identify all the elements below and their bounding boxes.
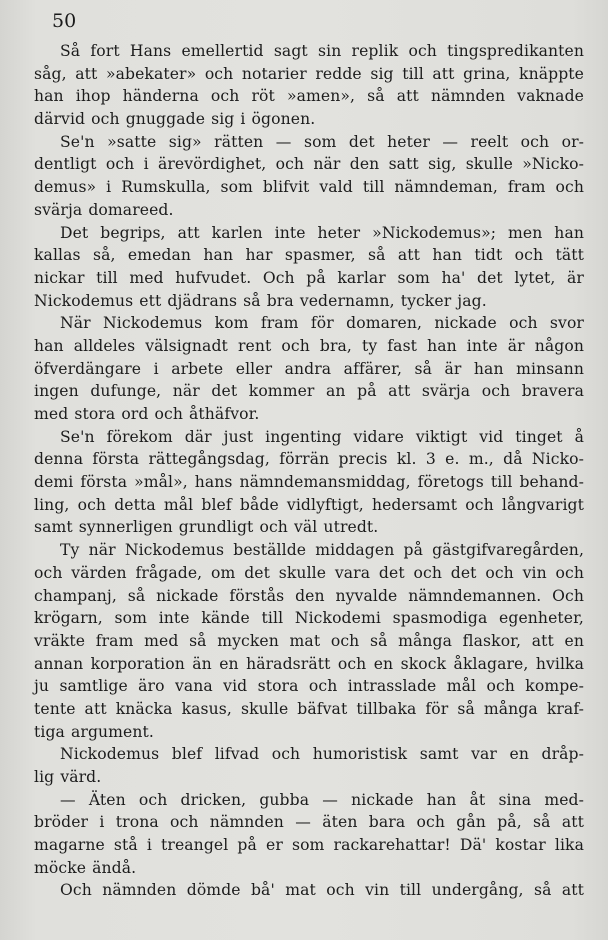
text-line: ling, och detta mål blef både vidlyftigt, hedersamt och långvarigt xyxy=(34,495,584,514)
text-line: han ihop händerna och röt »amen», så att nämnden vaknade xyxy=(34,87,584,106)
text-line: Ty när Nickodemus beställde middagen på gästgifvaregården, xyxy=(60,541,584,560)
text-line: därvid och gnuggade sig i ögonen. xyxy=(34,110,316,129)
text-line: demus» i Rumskulla, som blifvit vald till nämndeman, fram och xyxy=(34,178,584,197)
text-line: magarne stå i treangel på er som rackarehattar! Dä' kostar lika xyxy=(34,836,584,855)
text-line: annan korporation än en häradsrätt och en skock åklagare, hvilka xyxy=(34,654,584,673)
text-line: — Äten och dricken, gubba — nickade han åt sina med- xyxy=(60,790,584,809)
text-line: tente att knäcka kasus, skulle bäfvat tillbaka för så många kraf- xyxy=(34,699,584,718)
text-line: möcke ändå. xyxy=(34,858,137,877)
text-line: Se'n »satte sig» rätten — som det heter — reelt och or- xyxy=(60,132,584,151)
text-line: Nickodemus blef lifvad och humoristisk samt var en dråp- xyxy=(60,745,584,764)
text-line: krögarn, som inte kände till Nickodemi spasmodiga egenheter, xyxy=(34,609,584,628)
text-line: ingen dufunge, när det kommer an på att svärja och bravera xyxy=(34,382,584,401)
text-line: vräkte fram med så mycken mat och så många flaskor, att en xyxy=(34,631,584,650)
text-line: Det begrips, att karlen inte heter »Nickodemus»; men han xyxy=(60,223,584,242)
text-line: med stora ord och åthäfvor. xyxy=(34,405,260,423)
text-line: samt synnerligen grundligt och väl utredt. xyxy=(34,518,379,537)
text-line: han alldeles välsignadt rent och bra, ty fast han inte är någon xyxy=(34,336,584,355)
text-line: kallas så, emedan han har spasmer, så att han tidt och tätt xyxy=(34,246,584,265)
text-line: När Nickodemus kom fram för domaren, nickade och svor xyxy=(60,314,584,333)
text-line: och värden frågade, om det skulle vara det och det och vin och xyxy=(34,563,584,582)
page-number: 50 xyxy=(52,10,77,32)
text-line: Nickodemus ett djädrans så bra vedernamn, tycker jag. xyxy=(34,291,487,310)
text-line: Se'n förekom där just ingenting vidare viktigt vid tinget å xyxy=(60,427,584,446)
text-line: lig värd. xyxy=(34,768,102,786)
text-line: Och nämnden dömde bå' mat och vin till undergång, så att xyxy=(60,881,584,900)
text-line: denna första rättegångsdag, förrän precis kl. 3 e. m., då Nicko- xyxy=(34,450,584,469)
text-line: ju samtlige äro vana vid stora och intrasslade mål och kompe- xyxy=(34,677,584,696)
text-line: svärja domareed. xyxy=(34,200,174,219)
text-line: tiga argument. xyxy=(34,722,154,741)
text-line: såg, att »abekater» och notarier redde sig till att grina, knäppte xyxy=(34,64,584,83)
text-line: nickar till med hufvudet. Och på karlar som ha' det lytet, är xyxy=(34,268,584,287)
text-line: öfverdängare i arbete eller andra affärer, så är han minsann xyxy=(34,359,584,378)
text-line: bröder i trona och nämnden — äten bara och gån på, så att xyxy=(34,813,584,832)
text-line: demi första »mål», hans nämndemansmiddag, företogs till behand- xyxy=(34,473,584,492)
text-line: Så fort Hans emellertid sagt sin replik och tingspredikanten xyxy=(60,42,584,60)
body-text xyxy=(34,40,584,902)
text-line: dentligt och i ärevördighet, och när den satt sig, skulle »Nicko- xyxy=(34,155,584,174)
text-line: champanj, så nickade förstås den nyvalde nämndemannen. Och xyxy=(34,586,584,605)
